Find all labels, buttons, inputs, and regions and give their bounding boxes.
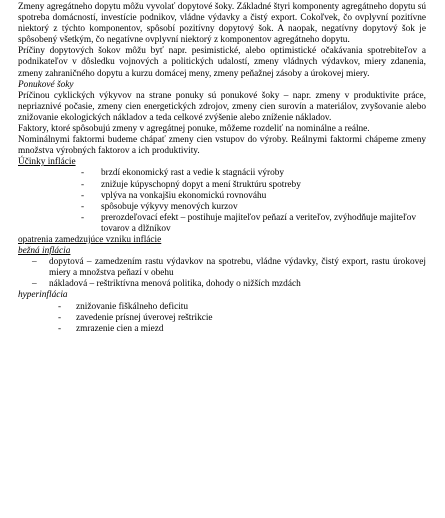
list-item <box>18 257 426 279</box>
heading-normal-inflation: bežná inflácia <box>18 246 71 257</box>
list-item-text: nákladová – reštriktívna menová politika, dohody o nižších mzdách <box>49 279 301 290</box>
list-item <box>18 313 426 324</box>
dash-bullet: - <box>58 312 62 323</box>
normal-inflation-list <box>18 257 426 290</box>
list-item <box>18 302 426 313</box>
list-item <box>18 180 426 191</box>
paragraph-supply-shocks: Príčinou cyklických výkyvov na strane ponuky sú ponukové šoky – napr. zmeny v produktivite práce, nepriaznivé počasie, zmeny cien energetických zdrojov, zmeny cien surovín a materiálov, zvyšovanie alebo znižovanie ekologických nákladov a teda celkové zvýšenie alebo zníženie nákladov. <box>18 90 426 123</box>
list-item <box>18 202 426 213</box>
list-item-text: vplýva na vonkajšiu ekonomickú rovnováhu <box>101 190 267 201</box>
list-item-text: zmrazenie cien a miezd <box>76 323 164 334</box>
paragraph-supply-factors: Faktory, ktoré spôsobujú zmeny v agregátnej ponuke, môžeme rozdeliť na nominálne a reálne. <box>18 124 370 135</box>
dash-bullet: – <box>32 257 37 268</box>
list-item <box>18 168 426 179</box>
list-item-text: dopytová – zamedzením rastu výdavkov na spotrebu, vládne výdavky, čistý export, rastu úrokovej miery a množstva peňazí v obehu <box>49 257 426 279</box>
document-page <box>18 2 426 335</box>
paragraph-demand-shock-causes: Príčiny dopytových šokov môžu byť napr. pesimistické, alebo optimistické očakávania spotrebiteľov a podnikateľov v dôsledku vojnových a politických udalostí, zmeny vládnych výdavkov, miery zdanenia, zmeny zahraničného dopytu a kurzu domácej meny, zmeny peňažnej zásoby a úrokovej miery. <box>18 46 426 79</box>
paragraph-nominal-real-factors: Nominálnymi faktormi budeme chápať zmeny cien vstupov do výroby. Reálnymi faktormi chápeme zmeny množstva výrobných faktorov a ich produktivity. <box>18 135 426 157</box>
dash-bullet: – <box>32 279 37 290</box>
dash-bullet: - <box>81 190 85 201</box>
dash-bullet: - <box>81 212 85 223</box>
heading-inflation-effects: Účinky inflácie <box>18 157 76 168</box>
list-item-text: zavedenie prísnej úverovej reštrikcie <box>76 312 213 323</box>
list-item-text: spôsobuje výkyvy menových kurzov <box>101 201 238 212</box>
heading-supply-shocks: Ponukové šoky <box>18 79 74 90</box>
list-item <box>18 279 426 290</box>
paragraph-demand-shocks: Zmeny agregátneho dopytu môžu vyvolať dopytové šoky. Základné štyri komponenty agregátneho dopytu sú spotreba domácností, investície podnikov, vládne výdavky a čistý export. Cokoľvek, čo ovplyvní pozitívne niektorý z týchto komponentov, spôsobí pozitívny dopytový šok. A naopak, negatívny dopytový šok je spôsobený všetkým, čo negatívne ovplyvní niektorý z komponentov agregátneho dopytu. <box>18 2 426 46</box>
list-item <box>18 213 426 235</box>
heading-inflation-measures: opatrenia zamedzujúce vzniku inflácie <box>18 234 162 245</box>
dash-bullet: - <box>81 179 85 190</box>
heading-hyperinflation: hyperinflácia <box>18 290 68 301</box>
list-item-text: prerozdeľovací efekt – postihuje majiteľov peňazí a veriteľov, zvýhodňuje majiteľov tovarov a dlžníkov <box>101 212 416 234</box>
list-item-text: znižovanie fiškálneho deficitu <box>76 301 189 312</box>
dash-bullet: - <box>81 168 85 179</box>
inflation-effects-list <box>18 168 426 235</box>
dash-bullet: - <box>58 301 62 312</box>
list-item <box>18 191 426 202</box>
dash-bullet: - <box>58 323 62 334</box>
list-item <box>18 324 426 335</box>
dash-bullet: - <box>81 201 85 212</box>
list-item-text: znižuje kúpyschopný dopyt a mení štruktúru spotreby <box>101 179 301 190</box>
hyperinflation-list <box>18 302 426 335</box>
list-item-text: brzdí ekonomický rast a vedie k stagnácii výroby <box>101 168 285 179</box>
